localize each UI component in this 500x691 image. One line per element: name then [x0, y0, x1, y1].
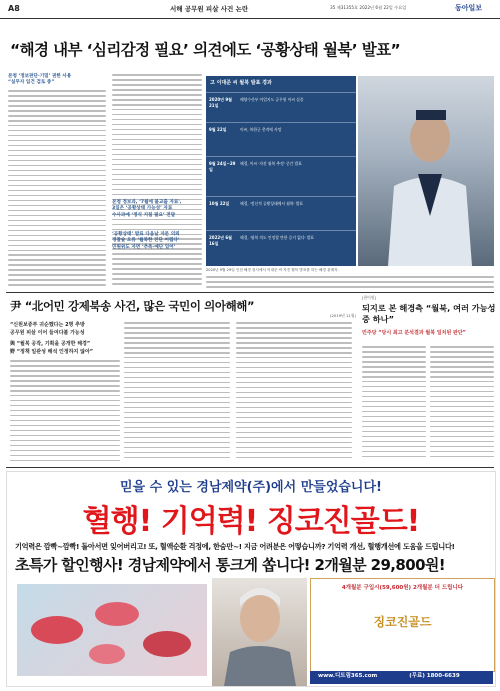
mid-subhead-3: 수사과에 ‘정식 지침 필요’ 전달: [112, 212, 176, 218]
photo-caption: 2020년 9월 29일 인천 해경 청사에서 이대준 씨 자진 월북 발표를 하는 해경 관계자.: [206, 268, 339, 272]
page-header: [0, 0, 500, 19]
section-title: 서해 공무원 피살 사건 논란: [170, 5, 249, 13]
column-label: [편이원]: [362, 295, 376, 300]
timeline-row: 9월 24일~29일 해경, 이씨 '자진 월북 추정' 중간 발표: [206, 156, 356, 197]
headline-2-date: (2019년 11월): [330, 313, 356, 318]
headline-3: 되지로 본 해경측 “월북, 여러 가능성 중 하나”: [362, 303, 496, 324]
timeline-row: 10월 22일 해경, '정신적 공황상태에서 월북' 발표: [206, 196, 356, 231]
article-body-b2: [124, 322, 230, 464]
page-number: A8: [8, 4, 20, 13]
mid-subheads: [112, 200, 202, 219]
article-body-b3: [236, 322, 352, 464]
red-cell-image: [17, 584, 207, 676]
top-subheads: [8, 74, 128, 87]
mid-subhead-6: 민원위도 자면 ‘추측-예단 있어’: [112, 244, 176, 250]
person-photo: [358, 76, 494, 266]
ad-line-4: 초특가 할인행사! 경남제약에서 통크게 쏩니다! 2개월분 29,800원!: [15, 556, 446, 574]
mid-subhead-4: ‘공황상태’ 발표 다음날 자문 의뢰: [112, 232, 180, 237]
article-body-col2: [112, 74, 202, 290]
subhead-2: “실무자 입건 검토 중”: [8, 80, 55, 86]
mid-subhead-2: 3일은 ‘공황상태 가능성’ 자료: [112, 206, 173, 212]
mid-subhead-5: 경찰술 오류 ‘월북한 진단 어렵다’: [112, 238, 180, 244]
person-photo: [212, 578, 307, 686]
timeline-box: [206, 76, 356, 266]
ad-phone[interactable]: (무료) 1800-6639: [409, 673, 460, 679]
promo-text: 4개월분 구입시(59,600원) 2개월분 더 드립니다: [341, 585, 464, 591]
product-box: [310, 578, 495, 672]
headline-2: 尹 “北어민 강제북송 사건, 많은 국민이 의아해해”: [10, 299, 255, 313]
newspaper-logo: 동아일보: [455, 3, 483, 12]
subhead-1: 본청 ‘정보판단·기밀’ 권한 사용: [8, 74, 72, 79]
mid-subheads-2: [112, 232, 202, 251]
issue-date: 35 제31355호 2022년 6월 22일 수요일: [330, 5, 407, 10]
product-name: 징코진골드: [373, 615, 432, 629]
phone-banner[interactable]: [310, 671, 493, 684]
bottom-subheads: “신원보증부 귀순했다는 2명 추방 공무원 피살 이어 들여다볼 가능성 與 “월북 공작, 기획을 공개한 해경” 野 “정책 일관성 해석 인정하지 않아”: [10, 322, 94, 355]
headline-3-sub: 민주당 “당시 최고 분석결과 월북 일치된 판단”: [362, 330, 466, 336]
advertisement: [6, 471, 496, 687]
article-body-r2: [430, 346, 494, 464]
ad-url[interactable]: www.디트림365.com: [318, 673, 378, 679]
timeline-row: 2020년 9월 21일 해양수산부 어업지도 공무원 이씨 실종: [206, 92, 356, 123]
article-body-col3: [206, 276, 494, 290]
article-body-col1: [8, 90, 106, 290]
timeline-row: 2022년 6월 16일 해경, '월북 의도 인정할 만한 증거 없다' 발표: [206, 230, 356, 267]
main-headline: “해경 내부 ‘심리감정 필요’ 의견에도 ‘공황상태 월북’ 발표”: [10, 41, 401, 59]
ad-line-2: 혈행! 기억력! 징코진골드!: [82, 504, 420, 539]
ad-line-1: 믿을 수 있는 경남제약(주)에서 만들었습니다!: [120, 480, 382, 495]
timeline-row: 9월 22일 이씨, 북한군 총격에 사망: [206, 122, 356, 157]
official-photo: [358, 76, 494, 266]
article-body-b1: [10, 360, 120, 464]
section-divider: [6, 292, 494, 293]
article-body-r1: [362, 346, 426, 464]
ad-divider: [6, 467, 494, 468]
timeline-title: 고 이대준 씨 월북 발표 경과: [210, 80, 272, 86]
mid-subhead-1: 본청 정보과, ‘7월에 불교출 자료',: [112, 200, 182, 205]
ad-line-3: 기억력은 깜빡~깜빡! 돌아서면 잊어버리고! 또, 혈액순환 걱정에, 한숨만~! 지금 어려분은 어떻습니까? 기억력 개선, 혈행개선에 도움을 드립니다!: [15, 542, 455, 551]
